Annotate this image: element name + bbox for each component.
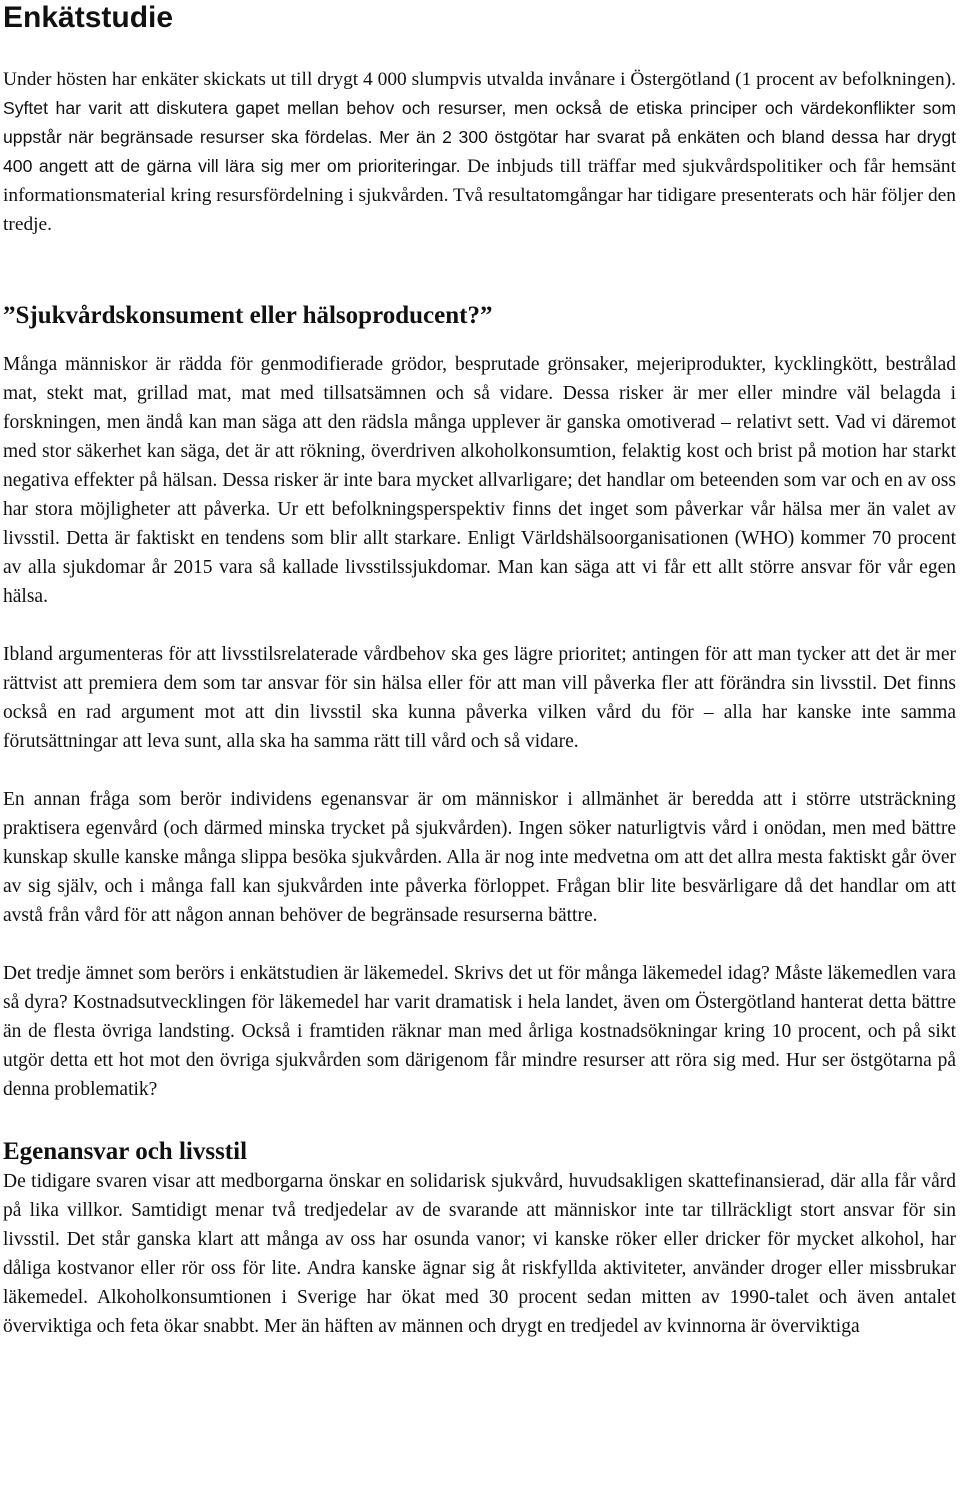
page-title: Enkätstudie (3, 1, 174, 34)
intro-text-serif-2: De inbjuds till träffar med sjukvårdspolitiker och får hemsänt informationsmaterial kring resursfördelning i sjukvården. Två resultatomgångar har tidigare presenterats och här följer den tredje. (3, 156, 956, 235)
intro-text-sans: Syftet har varit att diskutera gapet mellan behov och resurser, men också de etiska principer och värdekonflikter som uppstår när begränsade resurser ska fördelas. Mer än 2 300 östgötar har svarat på enkäten och bland dessa har drygt 400 angett att de gärna vill lära sig mer om prioriteringar. (3, 98, 956, 176)
intro-paragraph (3, 65, 956, 239)
intro-text-serif: Under hösten har enkäter skickats ut till drygt 4 000 slumpvis utvalda invånare i Östergötland (1 procent av befolkningen). (3, 69, 956, 90)
body-paragraph-3: En annan fråga som berör individens egenansvar är om människor i allmänhet är beredda att i större utsträckning praktisera egenvård (och därmed minska trycket på sjukvården). Ingen söker naturligtvis vård i onödan, men med bättre kunskap skulle kanske många slippa besöka sjukvården. Alla är nog inte medvetna om att det allra mesta faktiskt går över av sig själv, och i många fall kan sjukvården inte påverka förloppet. Frågan blir lite besvärligare då det handlar om att avstå från vård för att någon annan behöver de begränsade resurserna bättre. (3, 789, 956, 926)
section-paragraph: De tidigare svaren visar att medborgarna önskar en solidarisk sjukvård, huvudsakligen skattefinansierad, där alla får vård på lika villkor. Samtidigt menar två tredjedelar av de svarande att människor inte tar tillräckligt stort ansvar för sin livsstil. Det står ganska klart att många av oss har osunda vanor; vi kanske röker eller dricker för mycket alkohol, har dåliga kostvanor eller rör oss för lite. Andra kanske ägnar sig åt riskfyllda aktiviteter, använder droger eller missbrukar läkemedel. Alkoholkonsumtionen i Sverige har ökat med 30 procent sedan mitten av 1990-talet och även antalet överviktiga och feta ökar snabbt. Mer än häften av männen och drygt en tredjedel av kvinnorna är överviktiga (3, 1171, 956, 1337)
body-paragraph-1: Många människor är rädda för genmodifierade grödor, besprutade grönsaker, mejeriprodukter, kycklingkött, bestrålad mat, stekt mat, grillad mat, mat med tillsatsämnen och så vidare. Dessa risker är mer eller mindre väl belagda i forskningen, men ändå kan man säga att den rädsla många upplever är ganska omotiverad – relativt sett. Vad vi däremot med stor säkerhet kan säga, det är att rökning, överdriven alkoholkonsumtion, felaktig kost och brist på motion har starkt negativa effekter på hälsan. Dessa risker är inte bara mycket allvarligare; det handlar om beteenden som var och en av oss har stora möjligheter att påverka. Ur ett befolkningsperspektiv finns det inget som påverkar vår hälsa mer än valet av livsstil. Detta är faktiskt en tendens som blir allt starkare. Enligt Världshälsoorganisationen (WHO) kommer 70 procent av alla sjukdomar år 2015 vara så kallade livsstilssjukdomar. Man kan säga att vi får ett allt större ansvar för vår egen hälsa. (3, 354, 956, 607)
body-paragraph-4: Det tredje ämnet som berörs i enkätstudien är läkemedel. Skrivs det ut för många läkemedel idag? Måste läkemedlen vara så dyra? Kostnadsutvecklingen för läkemedel har varit dramatisk i hela landet, även om Östergötland hanterat detta bättre än de flesta övriga landsting. Också i framtiden räknar man med årliga kostnadsökningar kring 10 procent, och på sikt utgör detta ett hot mot den övriga sjukvården som därigenom får mindre resurser att röra sig med. Hur ser östgötarna på denna problematik? (3, 963, 956, 1100)
section-heading: Egenansvar och livsstil (3, 1138, 248, 1165)
body-paragraph-2: Ibland argumenteras för att livsstilsrelaterade vårdbehov ska ges lägre prioritet; antingen för att man tycker att det är mer rättvist att premiera dem som tar ansvar för sin hälsa eller för att man vill påverka fler att förändra sin livsstil. Det finns också en rad argument mot att din livsstil ska kunna påverka vilken vård du för – alla har kanske inte samma förutsättningar att leva sunt, alla ska ha samma rätt till vård och så vidare. (3, 644, 956, 752)
quote-heading: ”Sjukvårdskonsument eller hälsoproducent?” (3, 302, 493, 329)
